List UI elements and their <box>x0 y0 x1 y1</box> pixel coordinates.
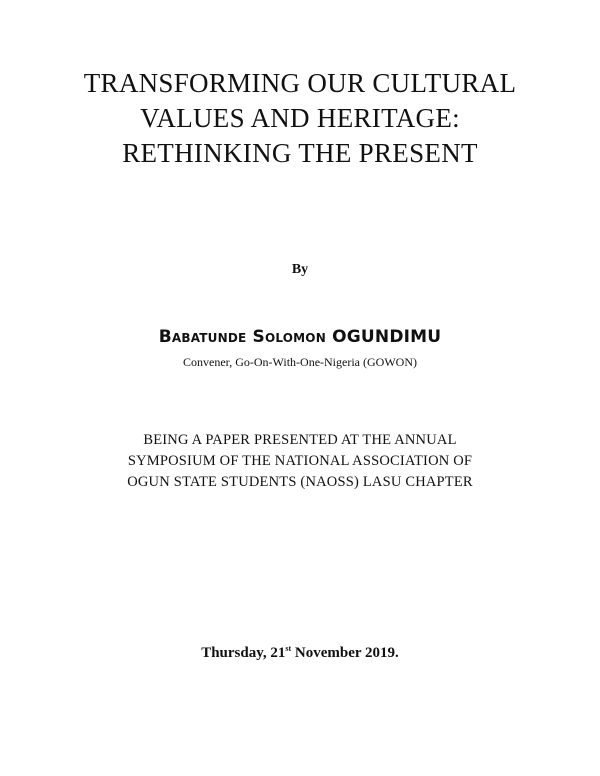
title-line-3: RETHINKING THE PRESENT <box>122 138 478 168</box>
date-ordinal-suffix: st <box>285 644 292 653</box>
occasion-line-2: SYMPOSIUM OF THE NATIONAL ASSOCIATION OF <box>127 453 473 469</box>
occasion-line-1: BEING A PAPER PRESENTED AT THE ANNUAL <box>143 432 457 448</box>
date-prefix: Thursday, 21 <box>201 645 286 661</box>
presentation-date <box>0 645 600 662</box>
date-suffix: November 2019. <box>291 645 399 661</box>
author-surname: OGUNDIMU <box>332 327 442 347</box>
by-label: By <box>291 262 309 277</box>
occasion-statement <box>60 430 540 493</box>
title-line-2: VALUES AND HERITAGE: <box>140 103 460 133</box>
occasion-line-3: OGUN STATE STUDENTS (NAOSS) LASU CHAPTER <box>127 474 473 490</box>
author-name <box>0 327 600 347</box>
author-role: Convener, Go-On-With-One-Nigeria (GOWON) <box>183 355 417 369</box>
author-first-names: Babatunde Solomon <box>158 327 326 347</box>
paper-title <box>40 66 560 171</box>
title-line-1: TRANSFORMING OUR CULTURAL <box>83 68 517 98</box>
